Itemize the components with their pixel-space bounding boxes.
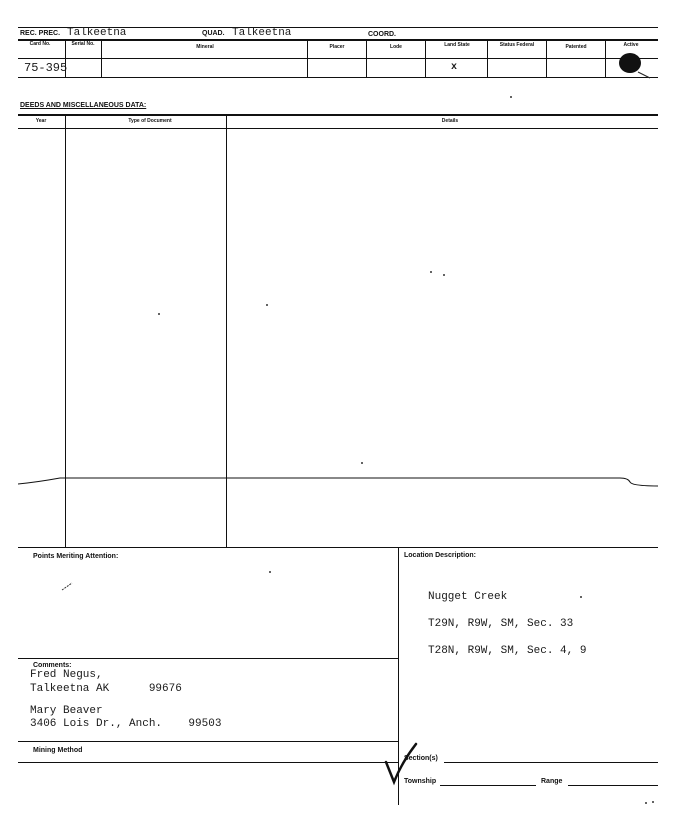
col-status-federal: Status Federal (499, 42, 535, 48)
col-card-no: Card No. (29, 41, 51, 47)
points-meriting-attention-label: Points Meriting Attention: (33, 553, 119, 560)
scan-speck (510, 96, 512, 98)
scan-speck (269, 571, 271, 573)
comments-label: Comments: (33, 662, 72, 669)
scan-speck (158, 313, 160, 315)
col-divider (101, 40, 102, 77)
land-state-mark: x (451, 62, 458, 73)
comment-line: 3406 Lois Dr., Anch. 99503 (30, 718, 222, 730)
record-table-bottom-rule (18, 77, 658, 78)
deeds-title: DEEDS AND MISCELLANEOUS DATA: (20, 102, 147, 109)
deeds-top-rule (18, 114, 658, 116)
scan-speck (361, 462, 363, 464)
col-details: Details (441, 118, 459, 124)
quad-label: QUAD. (202, 30, 225, 37)
comments-top-rule (18, 658, 398, 659)
ink-blot (610, 48, 652, 80)
col-lode: Lode (390, 44, 402, 50)
coord-label: COORD. (368, 31, 396, 38)
quad-value: Talkeetna (232, 27, 292, 39)
col-divider (366, 40, 367, 77)
deeds-header-rule (18, 128, 658, 129)
col-year: Year (35, 118, 47, 124)
range-label: Range (541, 778, 563, 785)
section-line (444, 762, 658, 763)
location-line: Nugget Creek (428, 591, 508, 603)
col-divider (425, 40, 426, 77)
col-divider (605, 40, 606, 77)
col-placer: Placer (329, 44, 345, 50)
scan-speck (645, 802, 647, 804)
comment-line: Fred Negus, (30, 669, 103, 681)
mining-method-label: Mining Method (33, 747, 83, 754)
col-active: Active (623, 42, 639, 48)
scan-speck (652, 801, 654, 803)
range-line (568, 785, 658, 786)
card-no-value: 75-395 (24, 61, 68, 75)
col-mineral: Mineral (196, 44, 214, 50)
comment-line: Talkeetna AK 99676 (30, 683, 182, 695)
mining-method-bottom-rule (18, 762, 398, 763)
deeds-divider-curve (18, 472, 660, 492)
col-patented: Patented (565, 44, 587, 50)
township-line (440, 785, 536, 786)
col-divider (546, 40, 547, 77)
rec-prec-value: Talkeetna (67, 27, 127, 39)
township-label: Township (404, 778, 437, 785)
section-label: Section(s) (404, 755, 438, 762)
location-line: T28N, R9W, SM, Sec. 4, 9 (428, 645, 587, 657)
comment-line: Mary Beaver (30, 705, 103, 717)
record-table-top-rule (18, 39, 658, 41)
scan-speck (443, 274, 445, 276)
pen-mark (60, 580, 76, 592)
col-land-state: Land State (444, 42, 470, 48)
scan-speck (266, 304, 268, 306)
col-divider (487, 40, 488, 77)
location-line: T29N, R9W, SM, Sec. 33 (428, 618, 574, 630)
lower-top-rule (18, 547, 658, 548)
scan-speck (430, 271, 432, 273)
col-serial-no: Serial No. (71, 41, 95, 47)
rec-prec-label: REC. PREC. (20, 30, 61, 37)
record-table-header-rule (18, 58, 658, 59)
col-type-of-document: Type of Document (128, 118, 172, 124)
location-description-label: Location Description: (404, 552, 476, 559)
col-divider (307, 40, 308, 77)
mining-method-top-rule (18, 741, 398, 742)
scan-speck (580, 596, 582, 598)
